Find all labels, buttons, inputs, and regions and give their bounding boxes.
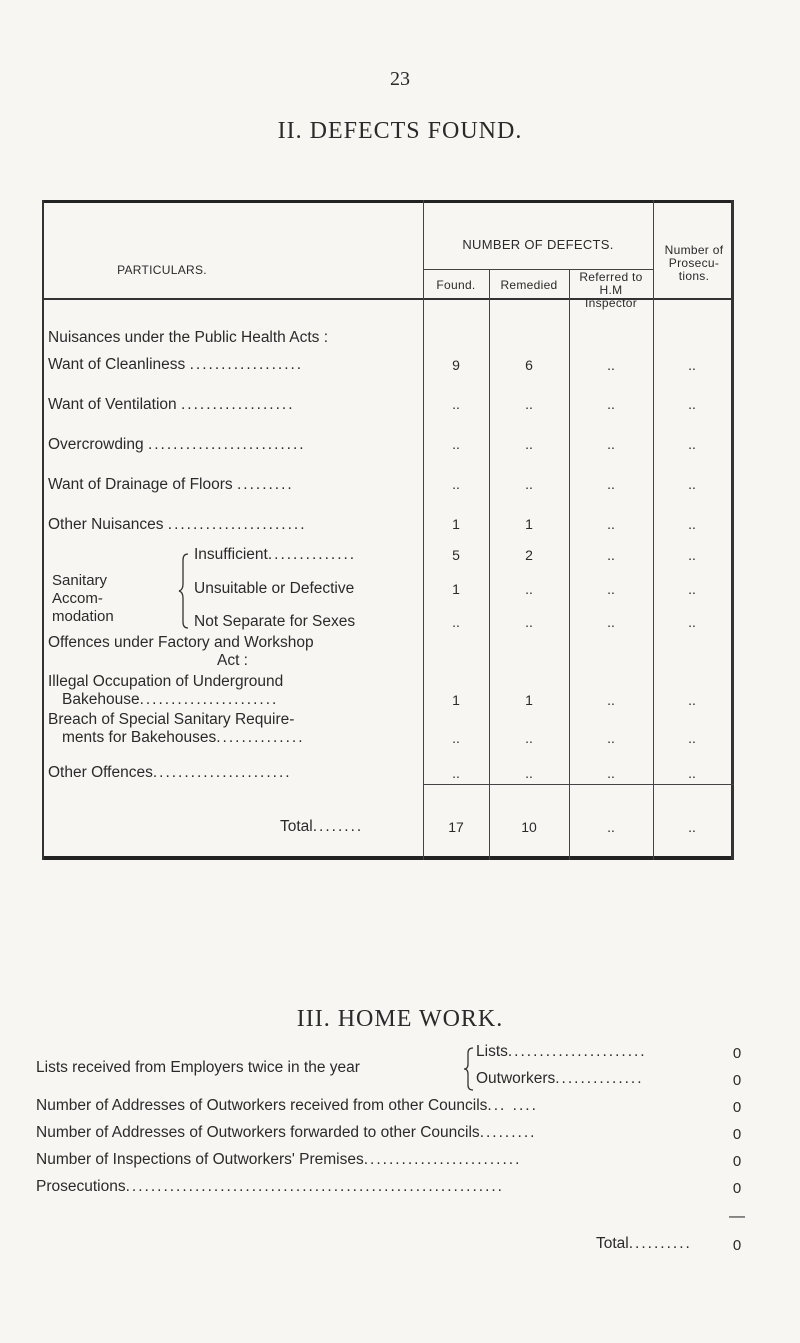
cell-found: 1 xyxy=(452,692,460,708)
home-work-value: 0 xyxy=(732,1099,742,1116)
row-label: Overcrowding ......................... xyxy=(48,436,306,453)
row-label: Want of Cleanliness .................. xyxy=(48,356,304,373)
cell-prosecutions: .. xyxy=(688,614,696,630)
cell-referred: .. xyxy=(607,357,615,373)
row-label: Other Offences...................... xyxy=(48,764,292,781)
row-label: Want of Ventilation .................. xyxy=(48,396,295,413)
cell-prosecutions: .. xyxy=(688,765,696,781)
cell-remedied: .. xyxy=(525,396,533,412)
row-label: Not Separate for Sexes xyxy=(194,613,356,630)
cell-found: .. xyxy=(452,476,460,492)
cell-found: .. xyxy=(452,436,460,452)
cell-found: 5 xyxy=(452,547,460,563)
col-line-referred xyxy=(569,269,570,860)
cell-remedied: .. xyxy=(525,476,533,492)
cell-found: .. xyxy=(452,614,460,630)
cell-referred: .. xyxy=(607,476,615,492)
cell-prosecutions: .. xyxy=(688,692,696,708)
cell-prosecutions: .. xyxy=(688,476,696,492)
cell-remedied: 1 xyxy=(525,692,533,708)
cell-referred: .. xyxy=(607,730,615,746)
cell-referred: .. xyxy=(607,516,615,532)
total-remedied: 10 xyxy=(521,819,537,835)
header-referred: Referred to H.M Inspector xyxy=(579,270,643,310)
cell-referred: .. xyxy=(607,614,615,630)
cell-remedied: .. xyxy=(525,436,533,452)
cell-found: 1 xyxy=(452,581,460,597)
header-remedied: Remedied xyxy=(500,278,558,292)
cell-referred: .. xyxy=(607,765,615,781)
home-work-row: Number of Inspections of Outworkers' Premises......................... xyxy=(36,1151,522,1168)
row-label: Insufficient.............. xyxy=(194,546,357,563)
cell-prosecutions: .. xyxy=(688,547,696,563)
total-referred: .. xyxy=(607,819,615,835)
home-work-row: Number of Addresses of Outworkers forwarded to other Councils......... xyxy=(36,1124,537,1141)
outworkers-value: 0 xyxy=(732,1072,742,1089)
header-number-of-defects: NUMBER OF DEFECTS. xyxy=(462,237,614,252)
cell-referred: .. xyxy=(607,436,615,452)
home-work-row: Prosecutions............................................................ xyxy=(36,1178,504,1195)
section-factory: Offences under Factory and Workshop xyxy=(48,634,314,651)
row-label: Unsuitable or Defective xyxy=(194,580,355,597)
cell-found: 9 xyxy=(452,357,460,373)
header-particulars: PARTICULARS. xyxy=(117,263,207,277)
cell-remedied: .. xyxy=(525,581,533,597)
row-label: Breach of Special Sanitary Require- ments for Bakehouses.............. xyxy=(48,711,305,746)
cell-referred: .. xyxy=(607,547,615,563)
cell-prosecutions: .. xyxy=(688,396,696,412)
cell-found: 1 xyxy=(452,516,460,532)
cell-prosecutions: .. xyxy=(688,357,696,373)
lists-value: 0 xyxy=(732,1045,742,1062)
cell-remedied: 2 xyxy=(525,547,533,563)
table-top-rule xyxy=(42,200,734,203)
home-work-value: 0 xyxy=(732,1153,742,1170)
home-work-section-title: III. HOME WORK. xyxy=(296,1006,504,1032)
cell-remedied: .. xyxy=(525,730,533,746)
cell-prosecutions: .. xyxy=(688,730,696,746)
row-label: Illegal Occupation of Underground Bakehouse...................... xyxy=(48,673,284,708)
home-work-value: 0 xyxy=(732,1180,742,1197)
cell-remedied: .. xyxy=(525,765,533,781)
defects-section-title: II. DEFECTS FOUND. xyxy=(277,118,523,144)
cell-remedied: 6 xyxy=(525,357,533,373)
table-bottom-rule xyxy=(42,856,734,860)
cell-prosecutions: .. xyxy=(688,516,696,532)
section-factory-act: Act : xyxy=(216,652,248,669)
cell-prosecutions: .. xyxy=(688,436,696,452)
cell-remedied: 1 xyxy=(525,516,533,532)
cell-found: .. xyxy=(452,765,460,781)
lists-label: Lists...................... xyxy=(476,1043,647,1060)
cell-referred: .. xyxy=(607,396,615,412)
header-found: Found. xyxy=(436,278,476,292)
home-work-total-value: 0 xyxy=(732,1237,742,1254)
outworkers-label: Outworkers.............. xyxy=(476,1070,644,1087)
cell-prosecutions: .. xyxy=(688,581,696,597)
total-label: Total........ xyxy=(280,818,364,835)
sanitary-brace xyxy=(178,552,192,630)
cell-found: .. xyxy=(452,730,460,746)
cell-referred: .. xyxy=(607,581,615,597)
cell-found: .. xyxy=(452,396,460,412)
lists-brace xyxy=(463,1046,475,1092)
defects-table xyxy=(42,200,734,860)
header-prosecutions: Number of Prosecu-tions. xyxy=(664,243,724,283)
total-found: 17 xyxy=(448,819,464,835)
sanitary-group-label: Sanitary Accom- modation xyxy=(52,572,114,625)
row-label: Want of Drainage of Floors ......... xyxy=(48,476,294,493)
header-rule-left xyxy=(42,298,423,300)
total-prosecutions: .. xyxy=(688,819,696,835)
cell-remedied: .. xyxy=(525,614,533,630)
home-work-row: Number of Addresses of Outworkers received from other Councils... .... xyxy=(36,1097,538,1114)
lists-intro: Lists received from Employers twice in the year xyxy=(36,1059,360,1076)
cell-referred: .. xyxy=(607,692,615,708)
home-work-total-label: Total.......... xyxy=(596,1235,692,1252)
row-label: Other Nuisances ...................... xyxy=(48,516,307,533)
page-number: 23 xyxy=(390,68,410,90)
home-work-value: 0 xyxy=(732,1126,742,1143)
section-nuisances: Nuisances under the Public Health Acts : xyxy=(48,329,329,346)
total-rule: — xyxy=(729,1208,745,1225)
total-rule xyxy=(423,784,734,785)
